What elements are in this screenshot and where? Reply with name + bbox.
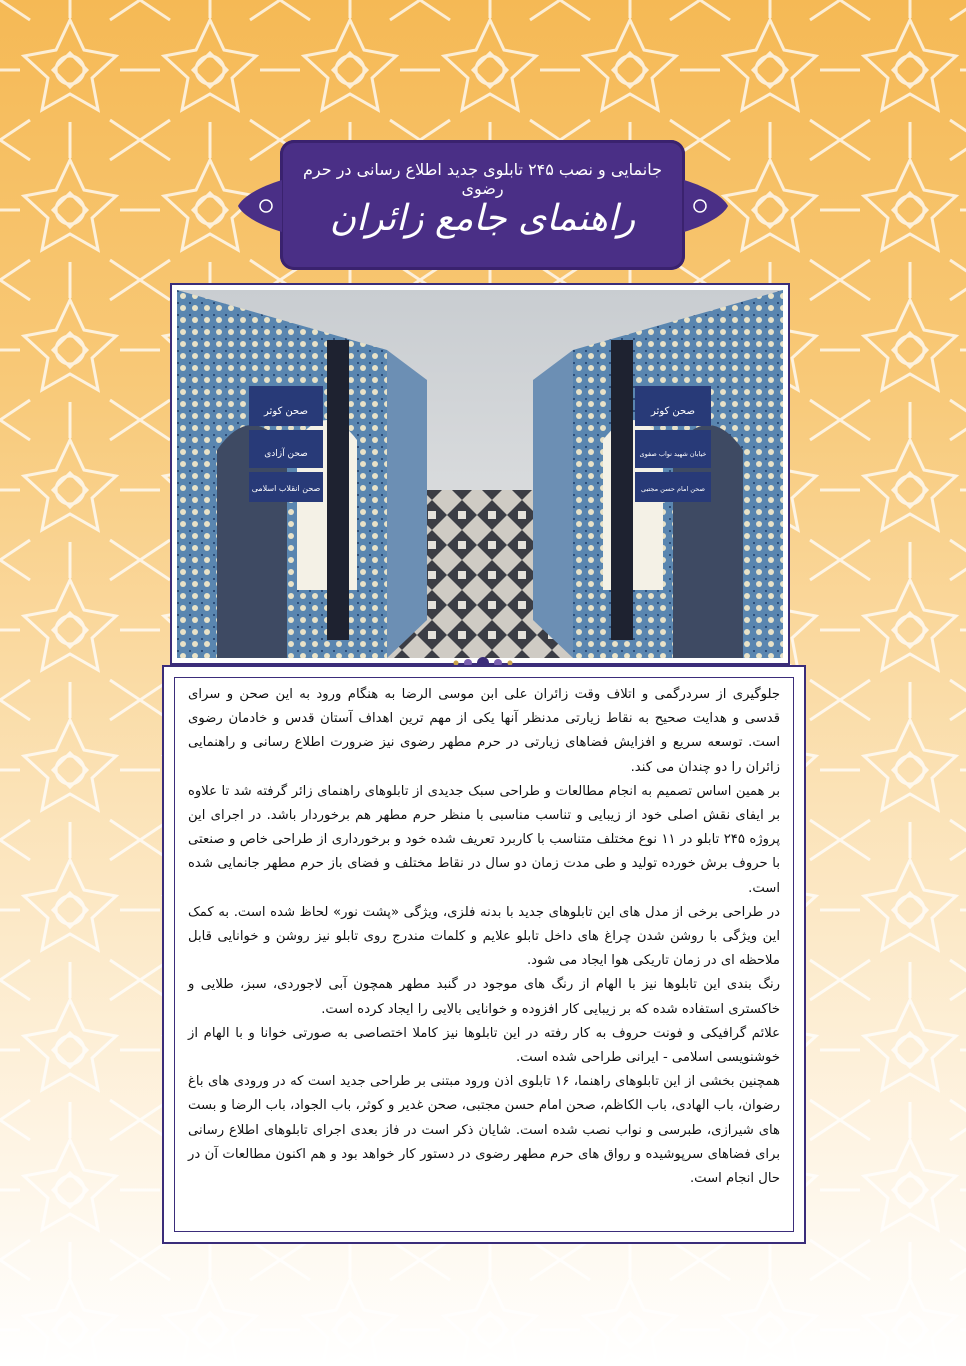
title-banner — [280, 140, 685, 270]
sign-right-3: صحن امام حسن مجتبی — [641, 485, 705, 493]
sign-left-2: صحن آزادی — [264, 449, 308, 459]
sign-right-1: صحن کوثر — [651, 406, 695, 417]
article-paragraph-4: رنگ بندی این تابلوها نیز با الهام از رنگ های موجود در گنبد مطهر همچون آبی لاجوردی، سبز، طلایی و خاکستری استفاده شده که بر زیبایی کار افزوده و خوانایی بالایی را ایجاد کرده است. — [188, 977, 780, 1017]
photo-frame — [170, 283, 790, 665]
article-paragraph-2: بر همین اساس تصمیم به انجام مطالعات و طراحی سبک جدیدی از تابلوهای راهنمای زائر گرفته شد تا علاوه بر ایفای نقش اصلی خود از زیبایی و تناسب مناسبی با منظر حرم مطهر هم برخوردار باشد. در اجرای این پروژه ۲۴۵ تابلو در ۱۱ نوع مختلف متناسب با کاربرد تعریف شده خود و برخورداری از طراحی خاص و صنعتی با حروف برش خورده تولید و طی مدت زمان دو سال در نقاط مختلف و فضای باز حرم مطهر جانمایی شده است. — [188, 783, 780, 896]
shrine-gateway-photo — [177, 290, 783, 658]
banner-left-ornament — [236, 180, 284, 232]
sign-right-2: خیابان شهید نواب صفوی — [639, 450, 707, 458]
article-paragraph-6: همچنین بخشی از این تابلوهای راهنما، ۱۶ تابلوی اذن ورود مبتنی بر طراحی جدید است که در ورودی های باغ رضوان، باب الهادی، باب الکاظم، صحن امام حسن مجتبی، صحن غدیر و کوثر، باب الجواد، باب الرضا و بست های شیرازی، طبرسی و نواب نصب شده است. شایان ذکر است در فاز بعدی اجرای تابلوهای اطلاع رسانی برای فضاهای سرپوشیده و رواق های حرم مطهر رضوی در دستور کار خواهد بود و هم اکنون مطالعات آن در حال انجام است. — [188, 1074, 780, 1187]
article-box — [162, 665, 806, 1244]
sign-left-1: صحن کوثر — [264, 406, 308, 417]
article-paragraph-5: علائم گرافیکی و فونت حروف به کار رفته در این تابلوها نیز کاملا اختصاصی به صورتی خوانا و با الهام از خوشنویسی اسلامی - ایرانی طراحی شده است. — [188, 1025, 780, 1066]
article-paragraph-3: در طراحی برخی از مدل های این تابلوهای جدید با بدنه فلزی، ویژگی «پشت نور» لحاظ شده است. به کمک این ویژگی با روشن شدن چراغ های داخل تابلو علایم و کلمات مندرج روی تابلو نیز روشن و خوانایی قابل ملاحظه ای در زمان تاریکی هوا ایجاد می شود. — [188, 904, 780, 969]
article-paragraph-1: جلوگیری از سردرگمی و اتلاف وقت زائران علی ابن موسی الرضا به هنگام ورود به این صحن و سرای قدسی و هدایت صحیح به نقاط زیارتی مدنظر آنها یکی از مهم ترین اهداف آستان قدس و خادمان رضوی است. توسعه سریع و افزایش فضاهای زیارتی در حرم مطهر رضوی نیز ضرورت اطلاع رسانی و راهنمایی زائران را دو چندان می کند. — [188, 687, 780, 775]
article-body — [188, 683, 780, 1191]
sign-left-3: صحن انقلاب اسلامی — [251, 484, 321, 493]
banner-right-ornament — [682, 180, 730, 232]
banner-title: راهنمای جامع زائران — [329, 198, 636, 239]
banner-subtitle: جانمایی و نصب ۲۴۵ تابلوی جدید اطلاع رسانی در حرم رضوی — [302, 160, 662, 198]
